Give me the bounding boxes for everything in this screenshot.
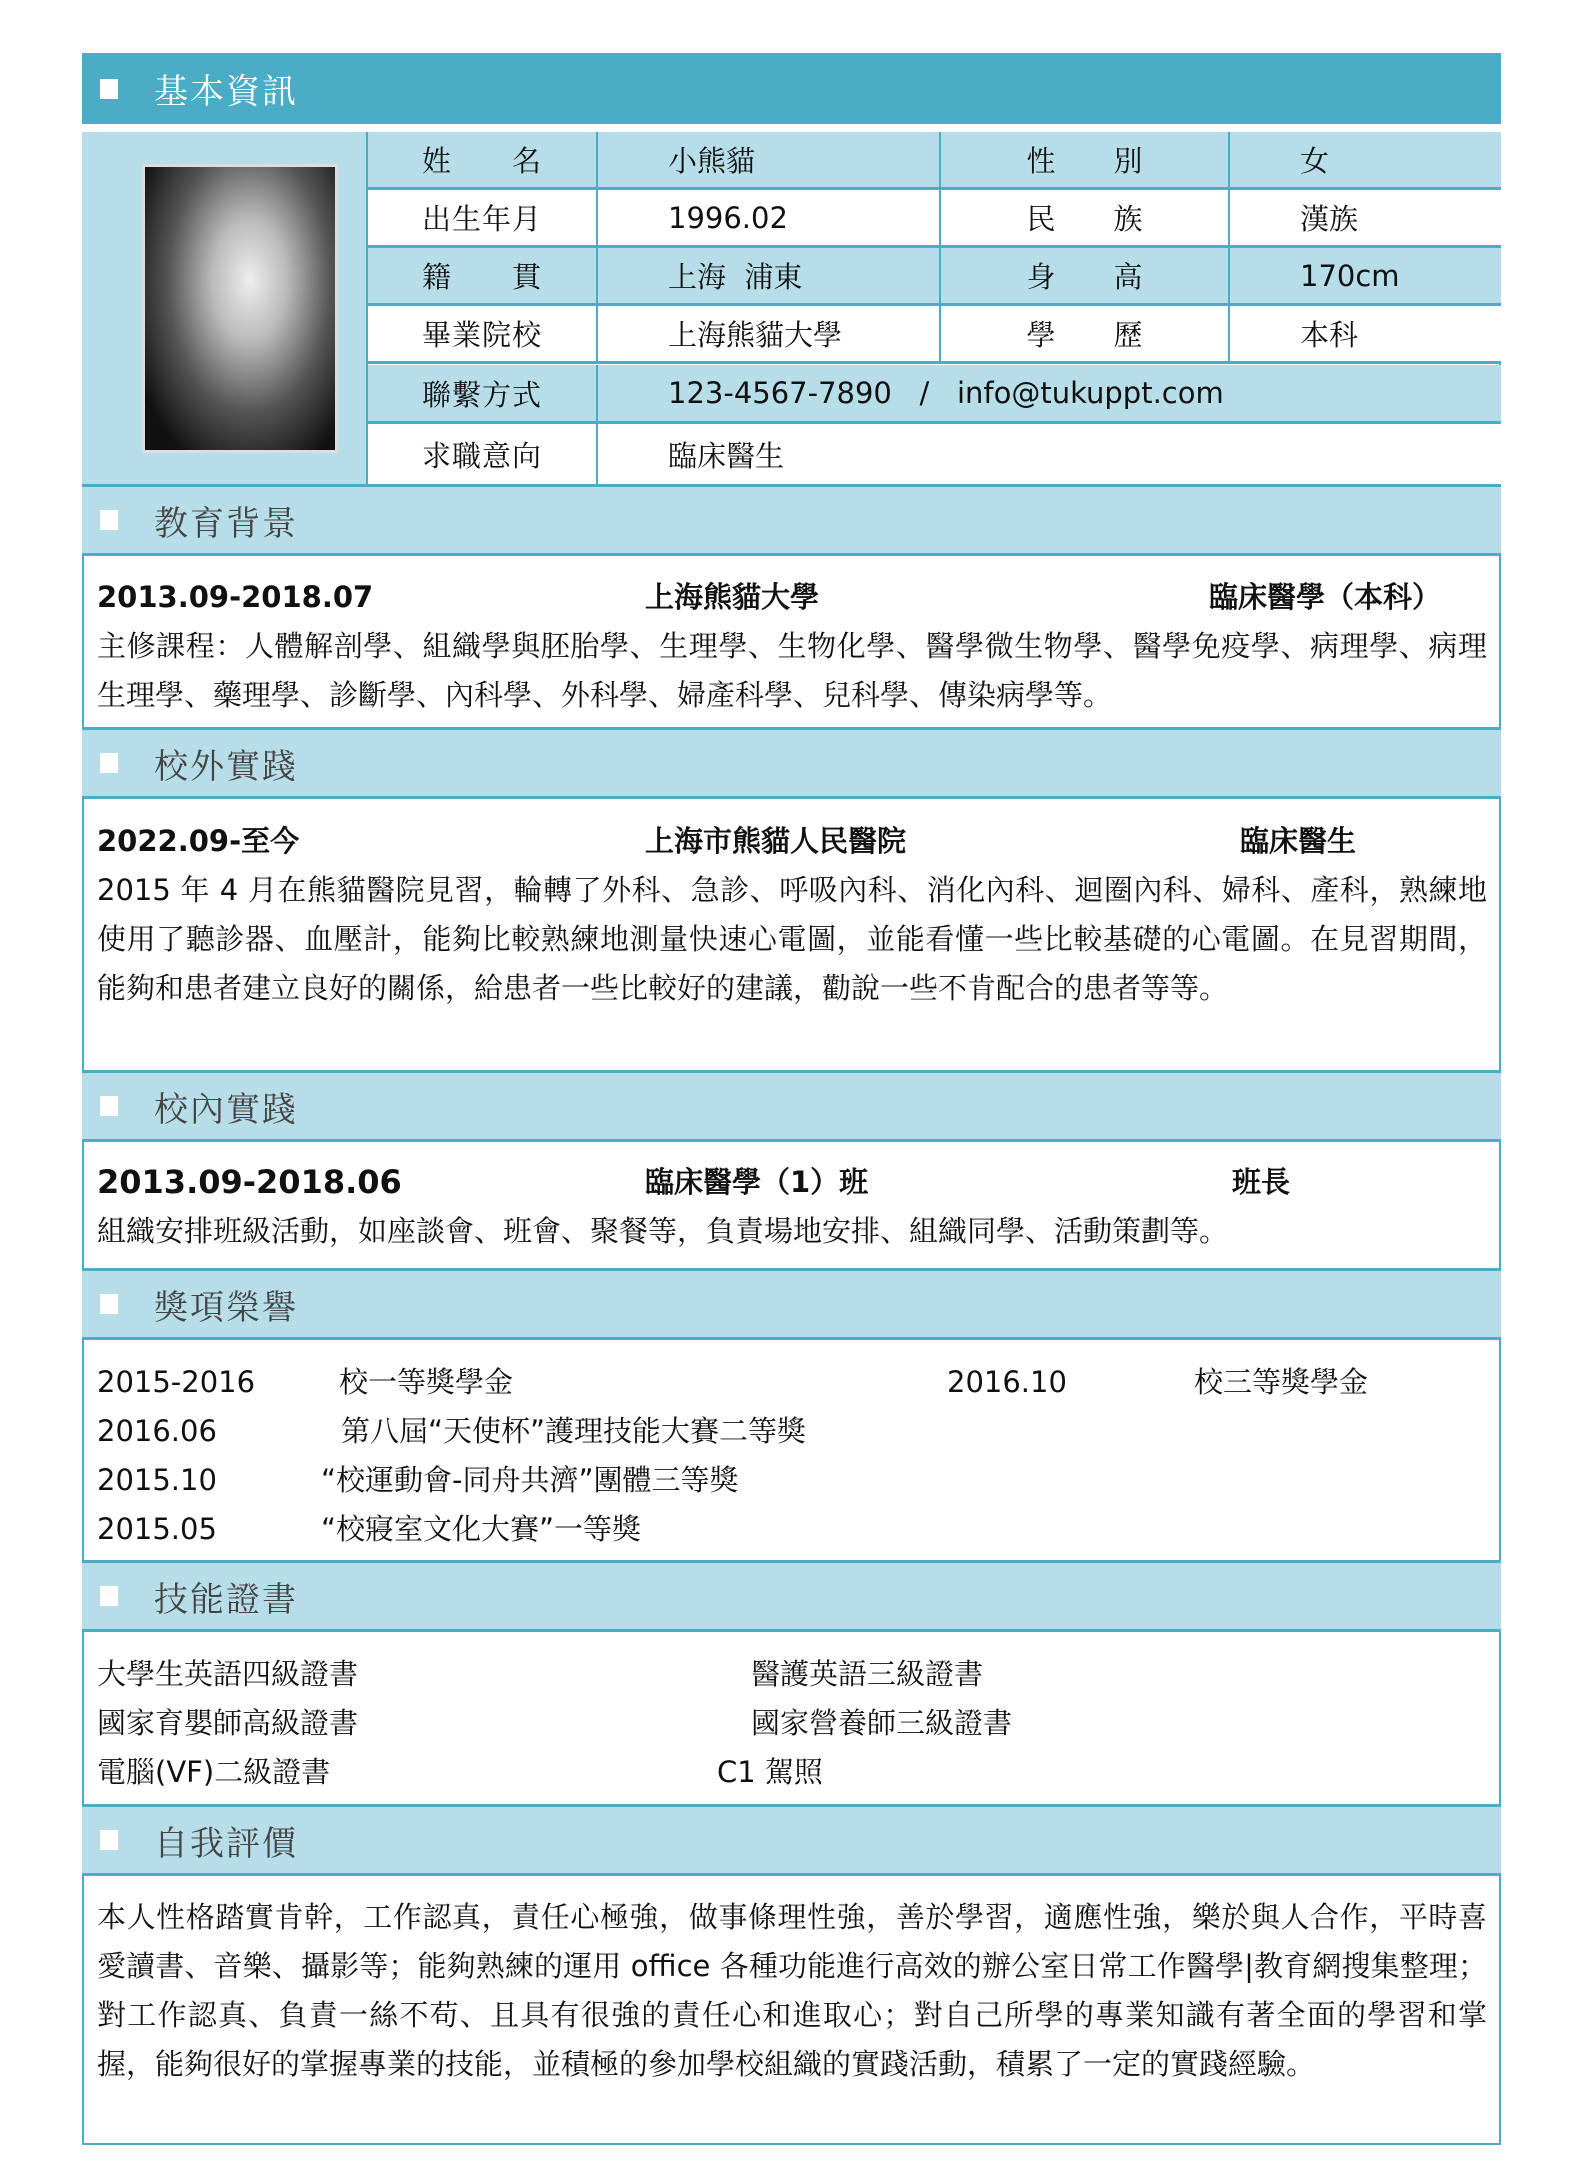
- section-title: 基本資訊: [154, 72, 298, 112]
- section-title: 技能證書: [154, 1579, 298, 1620]
- square-icon: [100, 79, 118, 99]
- value: 臨床醫生: [668, 438, 785, 473]
- role: 班長: [1232, 1165, 1291, 1199]
- section-header-self: [82, 1804, 1501, 1876]
- table-row: [368, 190, 1501, 248]
- label: 求職意向: [368, 424, 598, 484]
- award-date: 2016.10: [947, 1365, 1067, 1399]
- section-title: 教育背景: [154, 503, 298, 544]
- value: 本科: [1300, 318, 1359, 352]
- photo-cell: [82, 132, 368, 484]
- skill: 電腦(VF)二級證書: [97, 1755, 331, 1789]
- section-header-education: [82, 484, 1501, 556]
- basic-info-table: [82, 132, 1501, 484]
- period: 2013.09-2018.06: [97, 1163, 402, 1201]
- table-row: [368, 248, 1501, 306]
- external-text: 2015 年 4 月在熊貓醫院見習，輪轉了外科、急診、呼吸內科、消化內科、迴圈內科、婦科、產科，熟練地使用了聽診器、血壓計，能夠比較熟練地測量快速心電圖，並能看懂一些比較基礎的心電圖。在見習期間，能夠和患者建立良好的關係，給患者一些比較好的建議，勸說一些不肯配合的患者等等。: [97, 873, 1487, 1005]
- education-section: [97, 573, 1487, 720]
- period: 2013.09-2018.07: [97, 580, 374, 614]
- school: 上海熊貓大學: [645, 580, 820, 614]
- square-icon: [100, 1096, 118, 1116]
- major: 臨床醫學（本科）: [1209, 580, 1442, 614]
- square-icon: [100, 753, 118, 773]
- label: 姓 名: [368, 132, 598, 187]
- internal-section: [97, 1158, 1487, 1256]
- label: 身 高: [941, 248, 1230, 303]
- section-title: 獎項榮譽: [154, 1287, 298, 1328]
- section-header-awards: [82, 1268, 1501, 1340]
- section-header-external: [82, 727, 1501, 799]
- value: 漢族: [1300, 202, 1359, 236]
- label: 出生年月: [368, 190, 598, 245]
- external-section: [97, 817, 1487, 1013]
- section-title: 校外實踐: [154, 746, 298, 787]
- section-header-internal: [82, 1070, 1501, 1142]
- self-evaluation-text: 本人性格踏實肯幹，工作認真，責任心極強，做事條理性強，善於學習，適應性強，樂於與人合作，平時喜愛讀書、音樂、攝影等；能夠熟練的運用 office 各種功能進行高效的辦公室日常工作醫學|教育網搜集整理；對工作認真、負責一絲不苟、且具有很強的責任心和進取心；對自己所學的專業知識有著全面的學習和掌握，能夠很好的掌握專業的技能，並積極的參加學校組織的實踐活動，積累了一定的實踐經驗。: [97, 1900, 1487, 2081]
- profile-photo: [142, 164, 338, 453]
- awards-section: [97, 1358, 1487, 1554]
- section-header-skills: [82, 1560, 1501, 1632]
- award-name: 校三等獎學金: [1194, 1365, 1369, 1399]
- value: 1996.02: [598, 190, 941, 245]
- label: 籍 貫: [368, 248, 598, 303]
- label: 民 族: [941, 190, 1230, 245]
- skills-section: [97, 1650, 1487, 1797]
- table-row: [368, 424, 1501, 484]
- award-date: 2015.05: [97, 1512, 217, 1546]
- label: 聯繫方式: [368, 365, 598, 421]
- value: 170cm: [1300, 258, 1400, 293]
- organization: 臨床醫學（1）班: [645, 1165, 869, 1199]
- square-icon: [100, 1586, 118, 1606]
- award-date: 2015.10: [97, 1463, 217, 1497]
- square-icon: [100, 1294, 118, 1314]
- skill: 國家營養師三級證書: [751, 1706, 1013, 1740]
- table-row: [368, 132, 1501, 190]
- square-icon: [100, 1830, 118, 1850]
- value: 女: [1300, 144, 1330, 178]
- value: 小熊貓: [598, 132, 941, 187]
- label: 學 歷: [941, 306, 1230, 361]
- skill: 大學生英語四級證書: [97, 1657, 359, 1691]
- internal-text: 組織安排班級活動，如座談會、班會、聚餐等，負責場地安排、組織同學、活動策劃等。: [97, 1214, 1229, 1248]
- award-name: 第八屆“天使杯”護理技能大賽二等獎: [341, 1414, 807, 1448]
- award-name: “校運動會-同舟共濟”團體三等獎: [321, 1463, 739, 1497]
- table-row: [368, 365, 1501, 424]
- square-icon: [100, 510, 118, 530]
- contact-value: 123-4567-7890 / info@tukuppt.com: [668, 376, 1224, 410]
- award-date: 2015-2016: [97, 1365, 256, 1399]
- label: 性 別: [941, 132, 1230, 187]
- skill: 醫護英語三級證書: [751, 1657, 984, 1691]
- table-row: [368, 306, 1501, 364]
- value: 上海熊貓大學: [598, 306, 941, 361]
- period: 2022.09-至今: [97, 824, 300, 858]
- value: 上海 浦東: [598, 248, 941, 303]
- self-evaluation-section: [97, 1893, 1487, 2089]
- organization: 上海市熊貓人民醫院: [645, 824, 907, 858]
- award-name: 校一等獎學金: [339, 1365, 514, 1399]
- skill: C1 駕照: [717, 1755, 823, 1789]
- role: 臨床醫生: [1240, 824, 1357, 858]
- skill: 國家育嬰師高級證書: [97, 1706, 359, 1740]
- section-header-basic: [82, 53, 1501, 132]
- section-title: 校內實踐: [154, 1089, 298, 1130]
- section-title: 自我評價: [154, 1823, 298, 1864]
- award-date: 2016.06: [97, 1414, 217, 1448]
- education-text: 主修課程：人體解剖學、組織學與胚胎學、生理學、生物化學、醫學微生物學、醫學免疫學、病理學、病理生理學、藥理學、診斷學、內科學、外科學、婦產科學、兒科學、傳染病學等。: [97, 629, 1487, 712]
- label: 畢業院校: [368, 306, 598, 361]
- award-name: “校寢室文化大賽”一等獎: [321, 1512, 642, 1546]
